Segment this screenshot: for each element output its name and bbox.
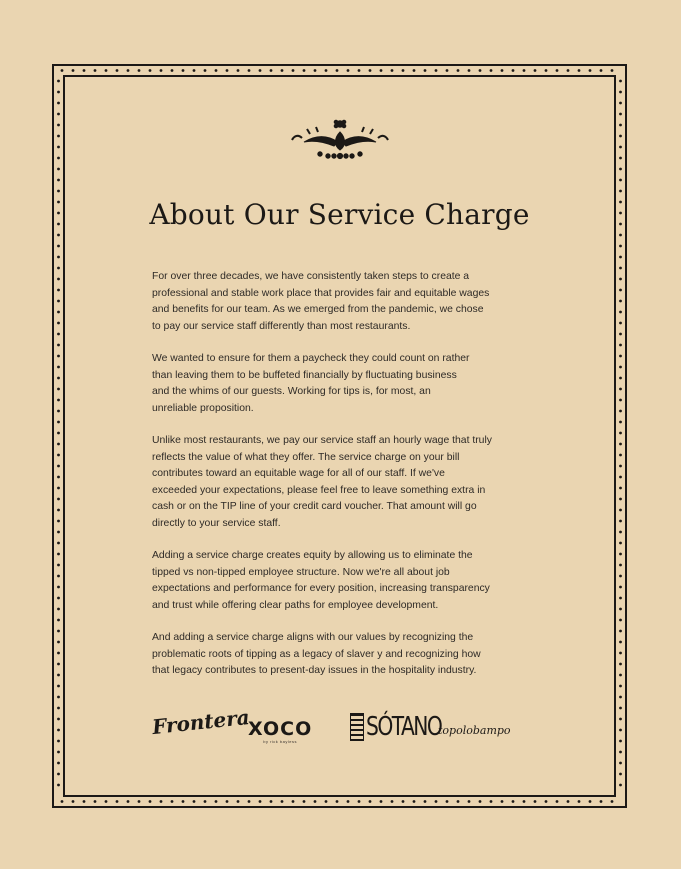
border-dot [57, 608, 60, 611]
border-dot [57, 234, 60, 237]
border-dot [61, 69, 64, 72]
border-dot [619, 542, 622, 545]
border-dot [57, 91, 60, 94]
border-dot [57, 531, 60, 534]
border-dot [619, 289, 622, 292]
border-dot [512, 800, 515, 803]
border-dot [468, 69, 471, 72]
border-dot [619, 399, 622, 402]
border-dot [619, 509, 622, 512]
border-dot [619, 652, 622, 655]
border-dot [149, 69, 152, 72]
bordered-card [52, 64, 627, 808]
border-dot [619, 597, 622, 600]
border-dot [325, 800, 328, 803]
border-dot [292, 69, 295, 72]
border-dot [523, 69, 526, 72]
border-dot [57, 707, 60, 710]
border-dot [270, 800, 273, 803]
border-dot [501, 69, 504, 72]
border-dot [619, 234, 622, 237]
border-dot [259, 800, 262, 803]
border-dot [545, 69, 548, 72]
paragraph: For over three decades, we have consistently taken steps to create a professional and stable work place that provides fair and equitable wages and benefits for our team. As we emerged from the pandemic, we chose to pay our service staff differently than most restaurants. [152, 271, 490, 332]
border-dot [619, 410, 622, 413]
border-dot [57, 410, 60, 413]
border-dot [619, 729, 622, 732]
border-dot [314, 69, 317, 72]
border-dot [619, 531, 622, 534]
border-dot [204, 69, 207, 72]
border-dot [619, 267, 622, 270]
border-dot [578, 69, 581, 72]
border-dot [619, 762, 622, 765]
border-dot [127, 69, 130, 72]
border-dot [325, 69, 328, 72]
border-dot [479, 800, 482, 803]
border-dot [619, 498, 622, 501]
border-dot [281, 800, 284, 803]
border-dot [57, 762, 60, 765]
border-dot [578, 800, 581, 803]
border-dot [57, 498, 60, 501]
paragraph: Unlike most restaurants, we pay our service staff an hourly wage that truly reflects the value of what they offer. The service charge on your bill contributes toward an equitable wage for all of our staff. If we've exceeded your expectations, please feel free to leave something extra in cash or on the TIP line of your credit card voucher. That amount will go directly to your service staff. [152, 435, 492, 529]
border-dot [619, 377, 622, 380]
border-dot [391, 800, 394, 803]
border-dot [600, 69, 603, 72]
border-dot [193, 800, 196, 803]
border-dot [57, 509, 60, 512]
border-dot [619, 773, 622, 776]
border-dot [171, 69, 174, 72]
border-dot [57, 399, 60, 402]
border-dot [435, 800, 438, 803]
border-dot [57, 674, 60, 677]
border-dot [57, 300, 60, 303]
border-dot [57, 113, 60, 116]
border-dot [57, 256, 60, 259]
border-dot [619, 245, 622, 248]
border-dot [57, 245, 60, 248]
border-dot [57, 267, 60, 270]
border-dot [619, 454, 622, 457]
border-dot [619, 80, 622, 83]
border-dot [380, 800, 383, 803]
border-dot [556, 800, 559, 803]
border-dot [105, 800, 108, 803]
border-dot [619, 366, 622, 369]
border-dot [149, 800, 152, 803]
border-dot [57, 157, 60, 160]
border-dot [545, 800, 548, 803]
border-dot [369, 800, 372, 803]
border-dot [619, 124, 622, 127]
border-dot [57, 630, 60, 633]
border-dot [619, 113, 622, 116]
border-dot [619, 168, 622, 171]
border-dot [347, 800, 350, 803]
sotano-stack-icon [350, 713, 364, 741]
border-dot [619, 355, 622, 358]
border-dot [182, 69, 185, 72]
border-dot [303, 800, 306, 803]
border-dot [457, 800, 460, 803]
xoco-subtitle: by rick bayless [263, 739, 297, 744]
border-dot [336, 69, 339, 72]
body-text [152, 269, 532, 696]
border-dot [127, 800, 130, 803]
border-dot [567, 800, 570, 803]
border-dot [534, 800, 537, 803]
border-dot [490, 69, 493, 72]
border-dot [347, 69, 350, 72]
paragraph: Adding a service charge creates equity by allowing us to eliminate the tipped vs non-tipped employee structure. Now we're all about job expectations and performance for every position, increasing transparency and trust while offering clear paths for employee development. [152, 550, 490, 611]
border-dot [457, 69, 460, 72]
xoco-logo [248, 720, 312, 744]
border-dot [57, 619, 60, 622]
border-dot [138, 800, 141, 803]
border-dot [57, 751, 60, 754]
border-dot [619, 630, 622, 633]
border-dot [358, 800, 361, 803]
border-dot [619, 443, 622, 446]
border-dot [619, 784, 622, 787]
border-dot [57, 696, 60, 699]
border-dot [619, 190, 622, 193]
border-dot [57, 663, 60, 666]
border-dot [57, 773, 60, 776]
border-dot [512, 69, 515, 72]
border-dot [57, 344, 60, 347]
border-dot [619, 311, 622, 314]
border-dot [619, 564, 622, 567]
border-dot [116, 800, 119, 803]
border-dot [138, 69, 141, 72]
border-dot [94, 800, 97, 803]
border-dot [619, 421, 622, 424]
border-dot [57, 564, 60, 567]
border-dot [57, 685, 60, 688]
border-dot [619, 300, 622, 303]
page-title: About Our Service Charge [149, 198, 530, 231]
border-dot [57, 366, 60, 369]
border-dot [226, 69, 229, 72]
border-dot [57, 542, 60, 545]
border-dot [490, 800, 493, 803]
border-dot [57, 289, 60, 292]
border-dot [619, 256, 622, 259]
border-dot [215, 69, 218, 72]
border-dot [619, 520, 622, 523]
border-dot [61, 800, 64, 803]
border-dot [619, 685, 622, 688]
border-dot [303, 69, 306, 72]
border-dot [259, 69, 262, 72]
frontera-logo: Frontera [151, 704, 251, 740]
border-dot [57, 311, 60, 314]
border-dot [619, 102, 622, 105]
border-dot [72, 800, 75, 803]
border-dot [619, 465, 622, 468]
paragraph: We wanted to ensure for them a paycheck they could count on rather than leaving them to be buffeted financially by fluctuating business and the whims of our guests. Working for tips is, for most, an unreliable proposition. [152, 353, 470, 414]
border-dot [435, 69, 438, 72]
border-dot [619, 641, 622, 644]
border-dot [83, 69, 86, 72]
border-dot [57, 454, 60, 457]
border-dot [57, 641, 60, 644]
border-dot [619, 674, 622, 677]
border-dot [619, 179, 622, 182]
border-dot [479, 69, 482, 72]
border-dot [248, 800, 251, 803]
border-dot [589, 800, 592, 803]
border-dot [57, 278, 60, 281]
border-dot [619, 718, 622, 721]
border-dot [160, 800, 163, 803]
border-dot [57, 102, 60, 105]
border-dot [619, 663, 622, 666]
border-dot [619, 696, 622, 699]
border-dot [619, 146, 622, 149]
border-dot [369, 69, 372, 72]
border-dot [57, 146, 60, 149]
border-dot [589, 69, 592, 72]
border-dot [314, 800, 317, 803]
border-dot [468, 800, 471, 803]
border-dot [57, 355, 60, 358]
border-dot [619, 487, 622, 490]
border-dot [57, 520, 60, 523]
border-dot [57, 190, 60, 193]
border-dot [619, 322, 622, 325]
border-dot [94, 69, 97, 72]
border-dot [57, 443, 60, 446]
border-dot [57, 586, 60, 589]
border-dot [523, 800, 526, 803]
border-dot [402, 69, 405, 72]
border-dot [83, 800, 86, 803]
border-dot [57, 597, 60, 600]
border-dot [57, 432, 60, 435]
border-dot [281, 69, 284, 72]
border-dot [72, 69, 75, 72]
border-dot [57, 575, 60, 578]
border-dot [57, 179, 60, 182]
border-dot [57, 476, 60, 479]
border-dot [619, 619, 622, 622]
border-dot [57, 333, 60, 336]
border-dot [57, 729, 60, 732]
border-dot [237, 800, 240, 803]
border-dot [391, 69, 394, 72]
restaurant-logos [148, 704, 538, 756]
border-dot [619, 388, 622, 391]
border-dot [402, 800, 405, 803]
border-dot [619, 432, 622, 435]
border-dot [619, 91, 622, 94]
border-dot [57, 388, 60, 391]
paragraph: And adding a service charge aligns with our values by recognizing the problematic roots of tipping as a legacy of slaver y and recognizing how that legacy contributes to present-day issues in the hospitality industry. [152, 632, 481, 676]
floral-ornament-icon [290, 116, 390, 164]
border-dot [57, 652, 60, 655]
border-dot [237, 69, 240, 72]
border-dot [619, 157, 622, 160]
sotano-wordmark: SÓTANO [366, 712, 442, 742]
topolobampo-logo: topolobampo [438, 724, 511, 737]
border-dot [567, 69, 570, 72]
xoco-wordmark: XOCO [248, 718, 313, 740]
border-dot [57, 553, 60, 556]
border-dot [534, 69, 537, 72]
border-dot [619, 344, 622, 347]
border-dot [413, 800, 416, 803]
border-dot [57, 487, 60, 490]
border-dot [619, 135, 622, 138]
border-dot [57, 718, 60, 721]
border-dot [292, 800, 295, 803]
border-dot [413, 69, 416, 72]
border-dot [57, 135, 60, 138]
border-dot [57, 784, 60, 787]
border-dot [611, 800, 614, 803]
border-dot [619, 333, 622, 336]
border-dot [600, 800, 603, 803]
border-dot [57, 740, 60, 743]
border-dot [619, 608, 622, 611]
border-dot [619, 476, 622, 479]
border-dot [57, 322, 60, 325]
border-dot [215, 800, 218, 803]
border-dot [619, 553, 622, 556]
border-dot [57, 421, 60, 424]
border-dot [446, 69, 449, 72]
border-dot [358, 69, 361, 72]
border-dot [57, 124, 60, 127]
border-dot [57, 168, 60, 171]
border-dot [204, 800, 207, 803]
border-dot [193, 69, 196, 72]
border-dot [171, 800, 174, 803]
border-dot [57, 80, 60, 83]
border-dot [424, 800, 427, 803]
border-dot [105, 69, 108, 72]
border-dot [380, 69, 383, 72]
border-dot [619, 586, 622, 589]
border-dot [160, 69, 163, 72]
border-dot [619, 751, 622, 754]
border-dot [248, 69, 251, 72]
border-dot [611, 69, 614, 72]
border-dot [501, 800, 504, 803]
border-dot [182, 800, 185, 803]
border-dot [619, 707, 622, 710]
border-dot [446, 800, 449, 803]
border-dot [57, 465, 60, 468]
border-dot [619, 278, 622, 281]
border-dot [556, 69, 559, 72]
border-dot [619, 575, 622, 578]
border-dot [226, 800, 229, 803]
border-dot [619, 740, 622, 743]
border-dot [270, 69, 273, 72]
border-dot [57, 377, 60, 380]
border-dot [336, 800, 339, 803]
border-dot [424, 69, 427, 72]
border-dot [116, 69, 119, 72]
